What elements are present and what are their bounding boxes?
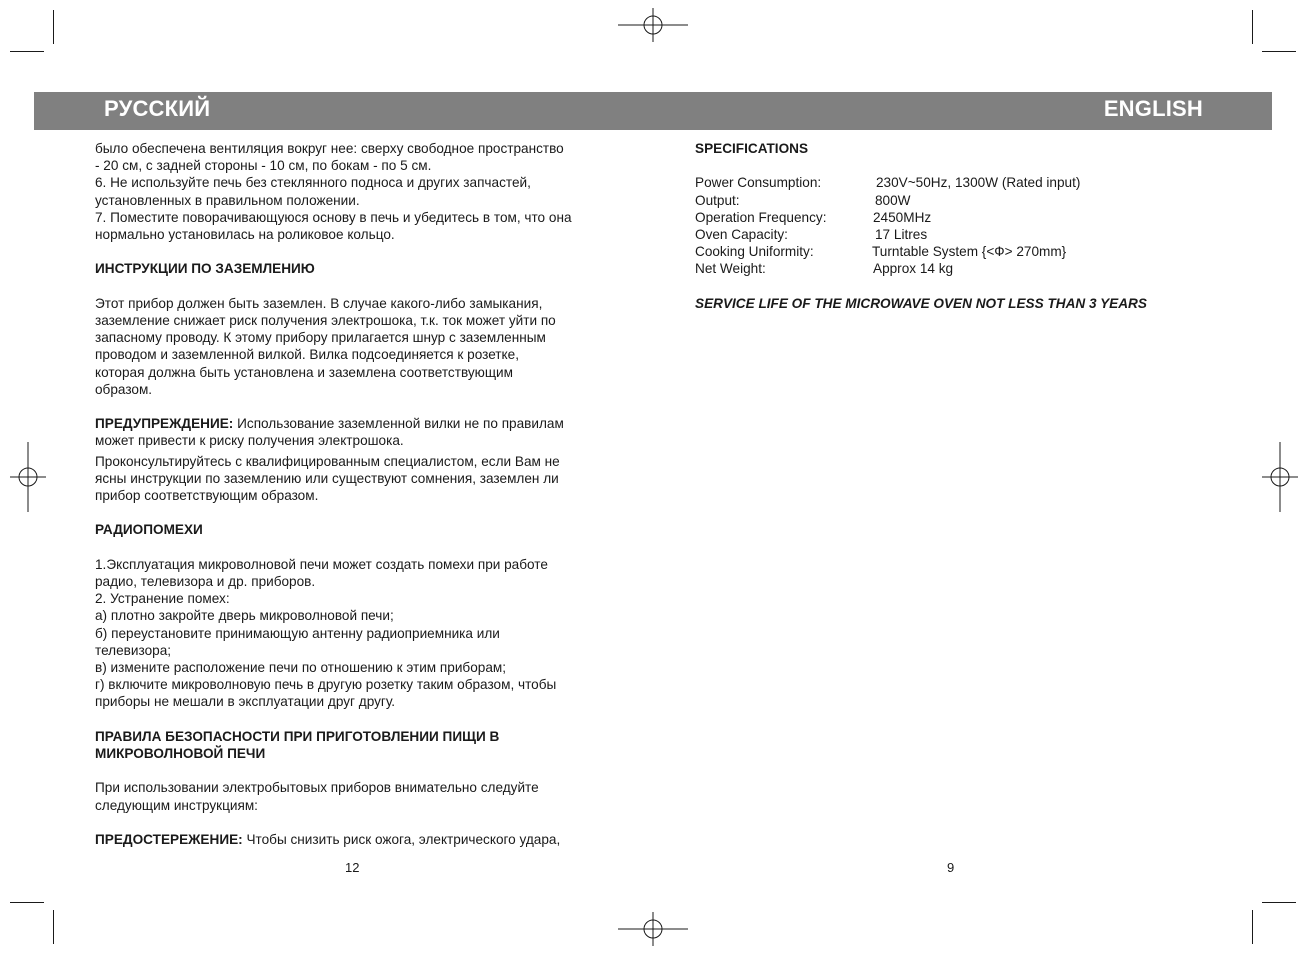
registration-mark-left — [10, 442, 46, 512]
header-band — [34, 92, 1272, 130]
page-number-left: 12 — [345, 860, 360, 875]
heading-line: ПРАВИЛА БЕЗОПАСНОСТИ ПРИ ПРИГОТОВЛЕНИИ ПИЩИ В — [95, 728, 500, 744]
text-line: 6. Не используйте печь без стеклянного подноса и других запчастей, — [95, 175, 531, 191]
consult-paragraph — [95, 453, 620, 505]
crop-mark — [1262, 51, 1296, 52]
spec-row-weight — [695, 260, 1215, 277]
spec-row-capacity — [695, 226, 1215, 243]
warning-text: Использование заземленной вилки не по правилам — [233, 416, 564, 432]
text-line: образом. — [95, 381, 153, 397]
page-number-right: 9 — [947, 860, 955, 875]
text-line: б) переустановите принимающую антенну радиоприемника или — [95, 625, 500, 641]
spec-label: Cooking Uniformity: — [695, 244, 814, 260]
text-line: было обеспечена вентиляция вокруг нее: сверху свободное пространство — [95, 141, 564, 156]
crop-mark — [10, 902, 44, 903]
text-line: а) плотно закройте дверь микроволновой печи; — [95, 608, 394, 624]
spec-label: Oven Capacity: — [695, 227, 788, 242]
spec-row-frequency — [695, 209, 1215, 226]
text-line: г) включите микроволновую печь в другую розетку таким образом, чтобы — [95, 677, 557, 693]
caution-label: ПРЕДОСТЕРЕЖЕНИЕ: — [95, 832, 243, 847]
text-line: приборы не мешали в эксплуатации друг другу. — [95, 694, 396, 710]
grounding-heading: ИНСТРУКЦИИ ПО ЗАЗЕМЛЕНИЮ — [95, 261, 315, 277]
text-line: 1.Эксплуатация микроволновой печи может создать помехи при работе — [95, 556, 548, 572]
radio-paragraph — [95, 556, 620, 711]
text-line: 7. Поместите поворачивающуюся основу в печь и убедитесь в том, что она — [95, 209, 572, 225]
caution-paragraph — [95, 831, 620, 848]
spec-label: Net Weight: — [695, 261, 766, 277]
crop-mark — [1252, 910, 1253, 944]
crop-mark — [53, 10, 54, 44]
specifications-heading: SPECIFICATIONS — [695, 141, 809, 156]
text-line: в) измените расположение печи по отношению к этим приборам; — [95, 660, 507, 676]
text-line: заземление снижает риск получения электрошока, т.к. ток может уйти по — [95, 313, 556, 328]
specifications-table — [695, 174, 1215, 277]
spec-value: Turntable System {<Ф> 270mm} — [872, 244, 1067, 260]
spec-row-uniformity — [695, 243, 1215, 260]
text-line: может привести к риску получения электрошока. — [95, 433, 404, 449]
language-title-english: ENGLISH — [1103, 96, 1203, 121]
text-line: установленных в правильном положении. — [95, 192, 360, 208]
spec-value: 800W — [875, 192, 911, 208]
spec-row-power — [695, 174, 1215, 191]
spec-label: Operation Frequency: — [695, 209, 827, 225]
text-line: нормально установилась на роликовое кольцо. — [95, 227, 395, 243]
spec-label: Output: — [695, 192, 740, 208]
text-line: Этот прибор должен быть заземлен. В случае какого-либо замыкания, — [95, 295, 543, 311]
safety-paragraph — [95, 779, 620, 813]
registration-mark-top — [618, 8, 688, 42]
spec-row-output — [695, 192, 1215, 209]
registration-mark-bottom — [618, 912, 688, 946]
text-line: проводом и заземленной вилкой. Вилка подсоединяется к розетке, — [95, 347, 519, 363]
crop-mark — [1252, 10, 1253, 44]
registration-mark-right — [1262, 442, 1298, 512]
warning-paragraph — [95, 415, 620, 449]
text-line: которая должна быть установлена и заземлена соответствующим — [95, 364, 513, 380]
spec-label: Power Consumption: — [695, 175, 822, 191]
caution-text: Чтобы снизить риск ожога, электрического удара, — [242, 832, 561, 847]
spec-value: 17 Litres — [875, 227, 928, 242]
safety-heading — [95, 728, 620, 762]
text-line: телевизора; — [95, 642, 172, 658]
right-column — [695, 140, 1215, 312]
radio-heading: РАДИОПОМЕХИ — [95, 522, 203, 538]
text-line: радио, телевизора и др. приборов. — [95, 574, 316, 589]
text-line: ясны инструкции по заземлению или существуют сомнения, заземлен ли — [95, 470, 559, 486]
text-line: следующим инструкциям: — [95, 797, 258, 813]
heading-line: МИКРОВОЛНОВОЙ ПЕЧИ — [95, 746, 266, 762]
text-line: - 20 см, с задней стороны - 10 см, по бокам - по 5 см. — [95, 158, 432, 174]
service-life-note: SERVICE LIFE OF THE MICROWAVE OVEN NOT LESS THAN 3 YEARS — [695, 295, 1147, 311]
spec-value: Approx 14 kg — [873, 261, 954, 277]
spec-value: 230V~50Hz, 1300W (Rated input) — [876, 175, 1081, 191]
grounding-paragraph — [95, 295, 620, 398]
crop-mark — [10, 51, 44, 52]
text-line — [95, 415, 620, 432]
language-title-russian: РУССКИЙ — [104, 96, 211, 121]
spec-value: 2450MHz — [873, 209, 932, 225]
warning-label: ПРЕДУПРЕЖДЕНИЕ: — [95, 416, 234, 432]
text-line: Проконсультируйтесь с квалифицированным специалистом, если Вам не — [95, 453, 560, 469]
crop-mark — [53, 910, 54, 944]
text-line: запасному проводу. К этому прибору прилагается шнур с заземленным — [95, 330, 546, 346]
left-column — [95, 140, 620, 848]
text-line: прибор соответствующим образом. — [95, 488, 319, 504]
text-line: 2. Устранение помех: — [95, 591, 230, 607]
crop-mark — [1262, 902, 1296, 903]
text-line: При использовании электробытовых приборов внимательно следуйте — [95, 780, 539, 796]
ventilation-paragraph — [95, 140, 620, 243]
